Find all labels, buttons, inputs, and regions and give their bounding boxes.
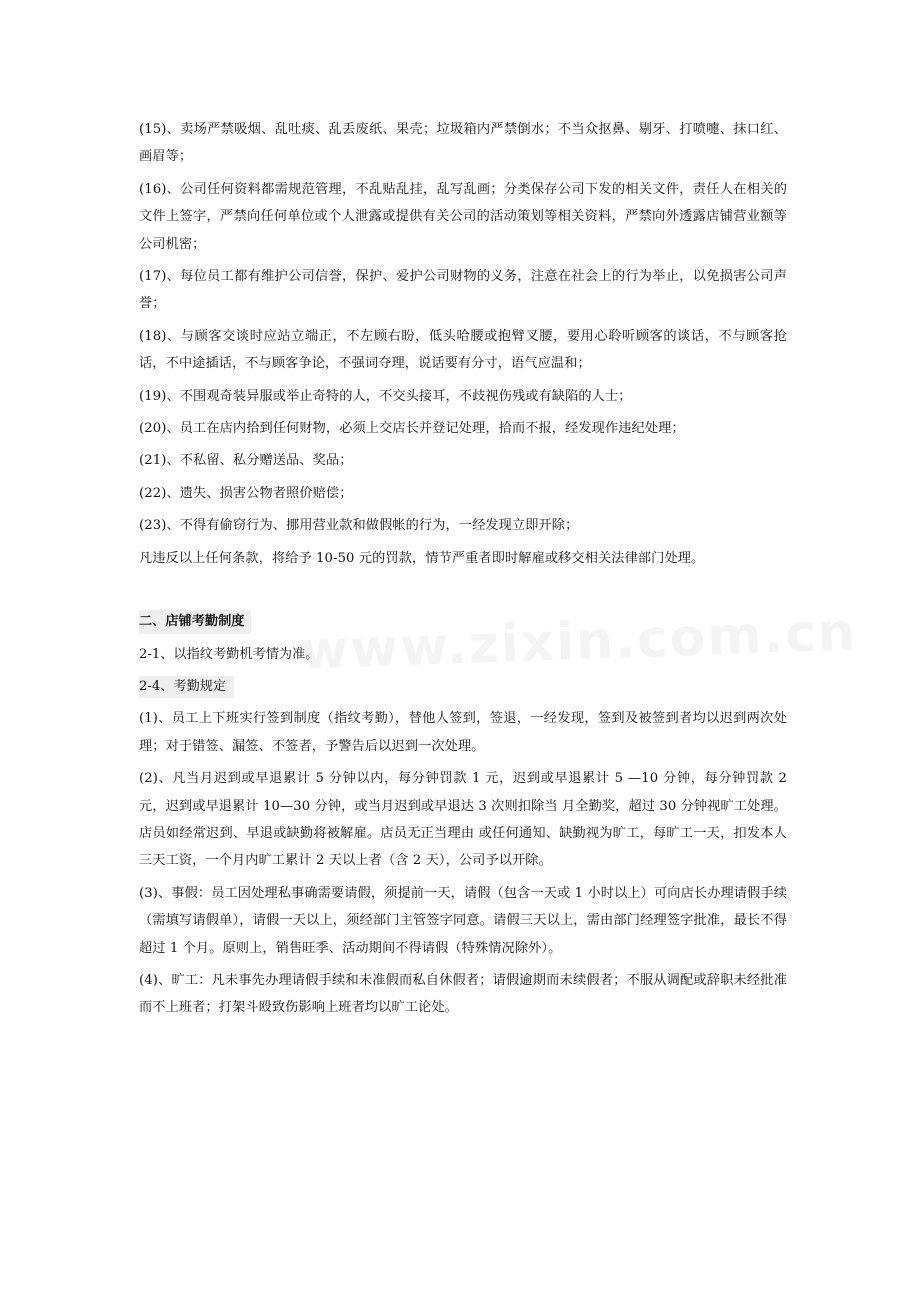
attendance-sub-2-4-row	[139, 673, 787, 700]
rule-item-22: (22)、遗失、损害公物者照价赔偿；	[139, 485, 353, 501]
rule-item-19: (19)、不围观奇装异服或举止奇特的人，不交头接耳，不歧视伤残或有缺陷的人士；	[139, 388, 632, 404]
rule-item-20: (20)、员工在店内拾到任何财物，必须上交店长并登记处理，拾而不报，经发现作违纪处理；	[139, 421, 685, 437]
attendance-item-2: (2)、凡当月迟到或早退累计 5 分钟以内，每分钟罚款 1 元，迟到或早退累计 5 —10 分钟，每分钟罚款 2 元，迟到或早退累计 10—30 分钟，或当月迟到或早退达 3 次则扣除当 月全勤奖，超过 30 分钟视旷工处理。店员如经常迟到、早退或缺勤将被解雇。店员无正当理由 或任何通知、缺勤视为旷工，每旷工一天，扣发本人三天工资，一个月内旷工累计 2 天以上者（含 2 天），公司予以开除。	[139, 771, 787, 869]
attendance-sub-2-1: 2-1、以指纹考勤机考情为准。	[139, 646, 319, 662]
attendance-sub-2-4: 2-4、考勤规定	[139, 676, 234, 698]
rule-item-17: (17)、每位员工都有维护公司信誉，保护、爱护公司财物的义务，注意在社会上的行为举止，以免损害公司声誉；	[139, 269, 787, 312]
rule-item-15: (15)、卖场严禁吸烟、乱吐痰、乱丢废纸、果壳；垃圾箱内严禁倒水；不当众抠鼻、剔牙、打喷嚏、抹口红、画眉等；	[139, 122, 787, 165]
attendance-item-3: (3)、事假：员工因处理私事确需要请假，须提前一天，请假（包含一天或 1 小时以上）可向店长办理请假手续（需填写请假单），请假一天以上，须经部门主管签字同意。请假三天以上，需由部门经理签字批准，最长不得超过 1 个月。原则上，销售旺季、活动期间不得请假（特殊情况除外）。	[139, 885, 787, 956]
document-page	[139, 116, 787, 1027]
attendance-heading: 二、店铺考勤制度	[139, 610, 251, 634]
attendance-item-1: (1)、员工上下班实行签到制度（指纹考勤），替他人签到，签退，一经发现，签到及被签到者均以迟到两次处理；对于错签、漏签、不签者，予警告后以迟到一次处理。	[139, 711, 787, 754]
section-rules-list	[139, 116, 787, 572]
rule-item-16: (16)、公司任何资料都需规范管理，不乱贴乱挂，乱写乱画；分类保存公司下发的相关文件，责任人在相关的文件上签字，严禁向任何单位或个人泄露或提供有关公司的活动策划等相关资料，严禁向外透露店铺营业额等公司机密；	[139, 181, 787, 252]
rule-item-23: (23)、不得有偷窃行为、挪用营业款和做假帐的行为，一经发现立即开除；	[139, 518, 579, 534]
section-spacer	[139, 577, 787, 608]
section-attendance	[139, 608, 787, 1022]
attendance-item-4: (4)、旷工：凡未事先办理请假手续和未准假而私自休假者；请假逾期而未续假者；不服从调配或辞职未经批准而不上班者；打架斗殴致伤影响上班者均以旷工论处。	[139, 972, 787, 1016]
rule-item-18: (18)、与顾客交谈时应站立端正，不左顾右盼，低头哈腰或抱臂叉腰，要用心聆听顾客的谈话，不与顾客抢话，不中途插话，不与顾客争论，不强词夺理，说话要有分寸，语气应温和；	[139, 328, 787, 372]
attendance-heading-row	[139, 608, 787, 635]
rule-item-21: (21)、不私留、私分赠送品、奖品；	[139, 453, 353, 469]
penalty-note: 凡违反以上任何条款，将给予 10-50 元的罚款，情节严重者即时解雇或移交相关法律部门处理。	[139, 550, 705, 566]
